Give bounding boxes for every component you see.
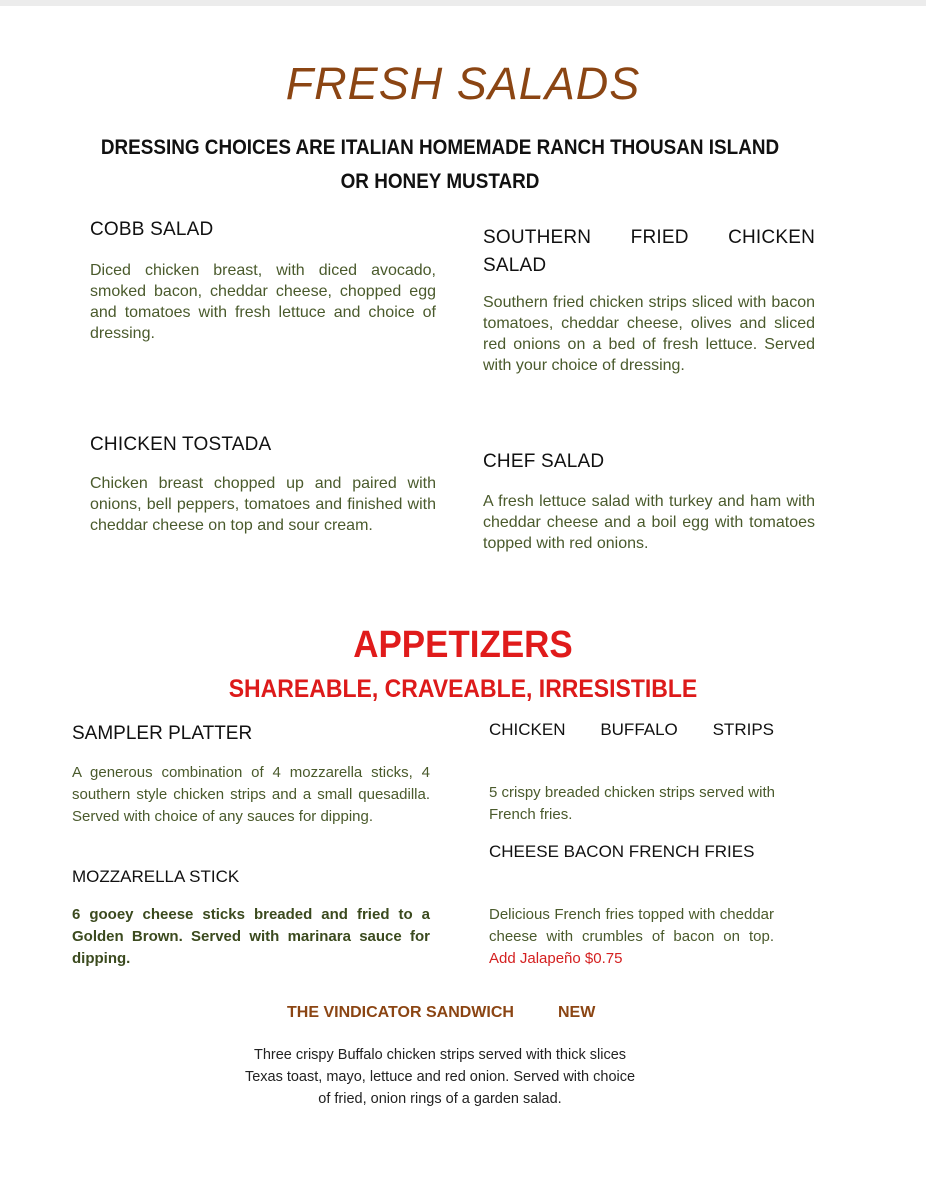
- cobb-salad-description: Diced chicken breast, with diced avocado, smoked bacon, cheddar cheese, chopped egg and tomatoes with fresh lettuce and choice of dressing.: [90, 262, 436, 342]
- top-border: [0, 0, 926, 6]
- dressing-line-2: OR HONEY MUSTARD: [340, 170, 540, 193]
- chicken-tostada-title: CHICKEN TOSTADA: [90, 434, 272, 455]
- new-badge: NEW: [558, 1004, 596, 1021]
- vindicator-sandwich-title: THE VINDICATOR SANDWICH: [287, 1004, 514, 1021]
- vindicator-sandwich-description: Three crispy Buffalo chicken strips served with thick slices Texas toast, mayo, lettuce and red onion. Served with choice of fried, onion rings of a garden salad.: [244, 1047, 636, 1107]
- southern-fried-chicken-salad-title: SOUTHERN FRIED CHICKEN SALAD: [483, 227, 815, 276]
- dressing-line-1: DRESSING CHOICES ARE ITALIAN HOMEMADE RANCH THOUSAN ISLAND: [100, 136, 780, 159]
- salads-heading: FRESH SALADS: [285, 58, 641, 109]
- sampler-platter-description: A generous combination of 4 mozzarella sticks, 4 southern style chicken strips and a small quesadilla. Served with choice of any sauces for dipping.: [72, 764, 430, 825]
- dressing-choices: [98, 131, 782, 199]
- jalapeno-addon-price: Add Jalapeño $0.75: [489, 950, 623, 967]
- chef-salad-description: A fresh lettuce salad with turkey and ham with cheddar cheese and a boil egg with tomatoes topped with red onions.: [483, 493, 815, 552]
- appetizers-heading: APPETIZERS: [353, 624, 573, 666]
- appetizers-subheading: SHAREABLE, CRAVEABLE, IRRESISTIBLE: [228, 675, 698, 703]
- cheese-bacon-fries-text: Delicious French fries topped with cheddar cheese with crumbles of bacon on top.: [489, 906, 774, 945]
- cheese-bacon-fries-title: CHEESE BACON FRENCH FRIES: [489, 842, 755, 861]
- chicken-buffalo-strips-title: CHICKEN BUFFALO STRIPS: [489, 720, 774, 739]
- sampler-platter-title: SAMPLER PLATTER: [72, 723, 253, 744]
- southern-fried-chicken-salad-description: Southern fried chicken strips sliced with bacon tomatoes, cheddar cheese, olives and sliced red onions on a bed of fresh lettuce. Served with your choice of dressing.: [483, 294, 815, 374]
- chicken-buffalo-strips-description: 5 crispy breaded chicken strips served with French fries.: [489, 784, 775, 823]
- chicken-tostada-description: Chicken breast chopped up and paired with onions, bell peppers, tomatoes and finished with cheddar cheese on top and sour cream.: [90, 475, 436, 534]
- cobb-salad-title: COBB SALAD: [90, 219, 214, 240]
- mozzarella-stick-title: MOZZARELLA STICK: [72, 867, 240, 886]
- chef-salad-title: CHEF SALAD: [483, 451, 605, 472]
- cheese-bacon-fries-description: [489, 904, 774, 970]
- mozzarella-stick-description: 6 gooey cheese sticks breaded and fried to a Golden Brown. Served with marinara sauce for dipping.: [72, 906, 430, 967]
